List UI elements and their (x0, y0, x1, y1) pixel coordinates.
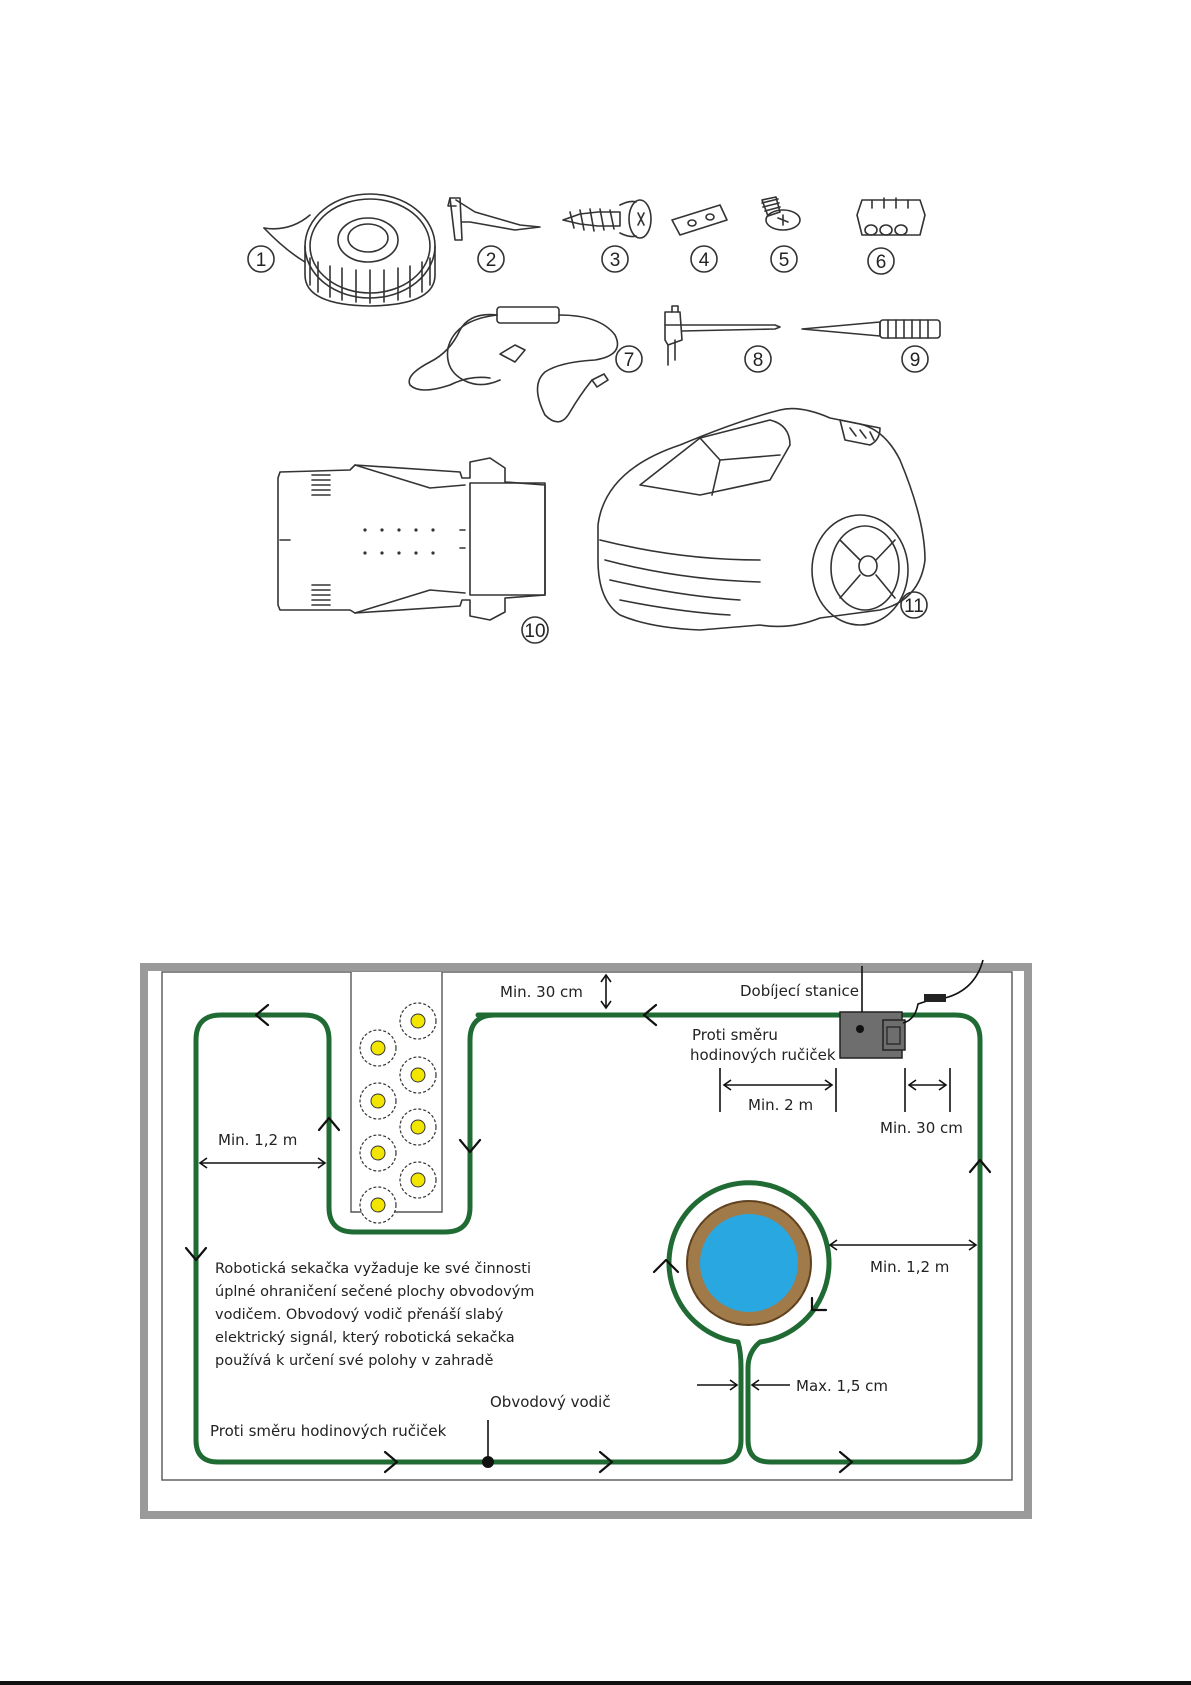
svg-text:1: 1 (255, 250, 267, 271)
flower-icon (400, 1109, 436, 1145)
label-min-30-top: Min. 30 cm (500, 983, 583, 1001)
label-ccw-top-1: Proti směru (692, 1026, 778, 1044)
flower-icon (360, 1083, 396, 1119)
label-ccw-bottom: Proti směru hodinových ručiček (210, 1422, 447, 1440)
blade-icon (672, 205, 727, 235)
connector-icon (857, 198, 925, 235)
description-line: vodičem. Obvodový vodič přenáší slabý (215, 1307, 504, 1323)
description-line: používá k určení své polohy v zahradě (215, 1353, 494, 1369)
svg-text:8: 8 (752, 350, 764, 371)
part-number-2 (478, 246, 504, 272)
svg-text:4: 4 (698, 250, 710, 271)
label-min-12-right: Min. 1,2 m (870, 1258, 950, 1276)
svg-text:10: 10 (524, 621, 546, 642)
part-number-9 (902, 346, 928, 372)
svg-text:3: 3 (609, 250, 621, 271)
svg-text:9: 9 (909, 350, 921, 371)
part-number-1 (248, 246, 274, 272)
flower-icon (360, 1030, 396, 1066)
part-number-6 (868, 248, 894, 274)
part-number-7 (616, 346, 642, 372)
svg-text:5: 5 (778, 250, 790, 271)
description-line: úplné ohraničení sečené plochy obvodovým (215, 1284, 535, 1300)
label-min-30-right: Min. 30 cm (880, 1119, 963, 1137)
flower-icon (360, 1135, 396, 1171)
power-adapter-icon (409, 307, 617, 422)
wire-spool-icon (264, 194, 435, 306)
label-min-2m: Min. 2 m (748, 1096, 814, 1114)
label-perimeter-wire: Obvodový vodič (490, 1393, 611, 1411)
flower-icon (360, 1187, 396, 1223)
robotic-mower-icon (598, 409, 925, 630)
page-bottom-rule (0, 1681, 1191, 1685)
label-ccw-top-2: hodinových ručiček (690, 1046, 836, 1064)
label-charging-station: Dobíjecí stanice (740, 982, 860, 1000)
part-number-3 (602, 246, 628, 272)
flower-icon (400, 1003, 436, 1039)
flower-icon (400, 1057, 436, 1093)
svg-text:11: 11 (904, 596, 924, 617)
charging-station-icon (278, 458, 545, 620)
tool-icon (802, 320, 940, 338)
parts-illustration (0, 0, 1191, 680)
flower-icon (400, 1162, 436, 1198)
description-line: elektrický signál, který robotická sekačka (215, 1330, 515, 1346)
part-number-10 (522, 617, 548, 643)
svg-text:6: 6 (875, 252, 887, 273)
part-number-8 (745, 346, 771, 372)
installation-layout-diagram (0, 940, 1191, 1540)
peg-icon (448, 198, 540, 240)
description-line: Robotická sekačka vyžaduje ke své činnosti (215, 1261, 532, 1277)
bolt-icon (762, 197, 800, 230)
screw-icon (563, 200, 651, 238)
svg-text:2: 2 (485, 250, 497, 271)
part-number-11 (901, 592, 927, 618)
label-min-12-left: Min. 1,2 m (218, 1131, 298, 1149)
svg-text:7: 7 (623, 350, 635, 371)
label-max-15: Max. 1,5 cm (796, 1377, 889, 1395)
part-number-5 (771, 246, 797, 272)
part-number-4 (691, 246, 717, 272)
pool (687, 1201, 811, 1325)
